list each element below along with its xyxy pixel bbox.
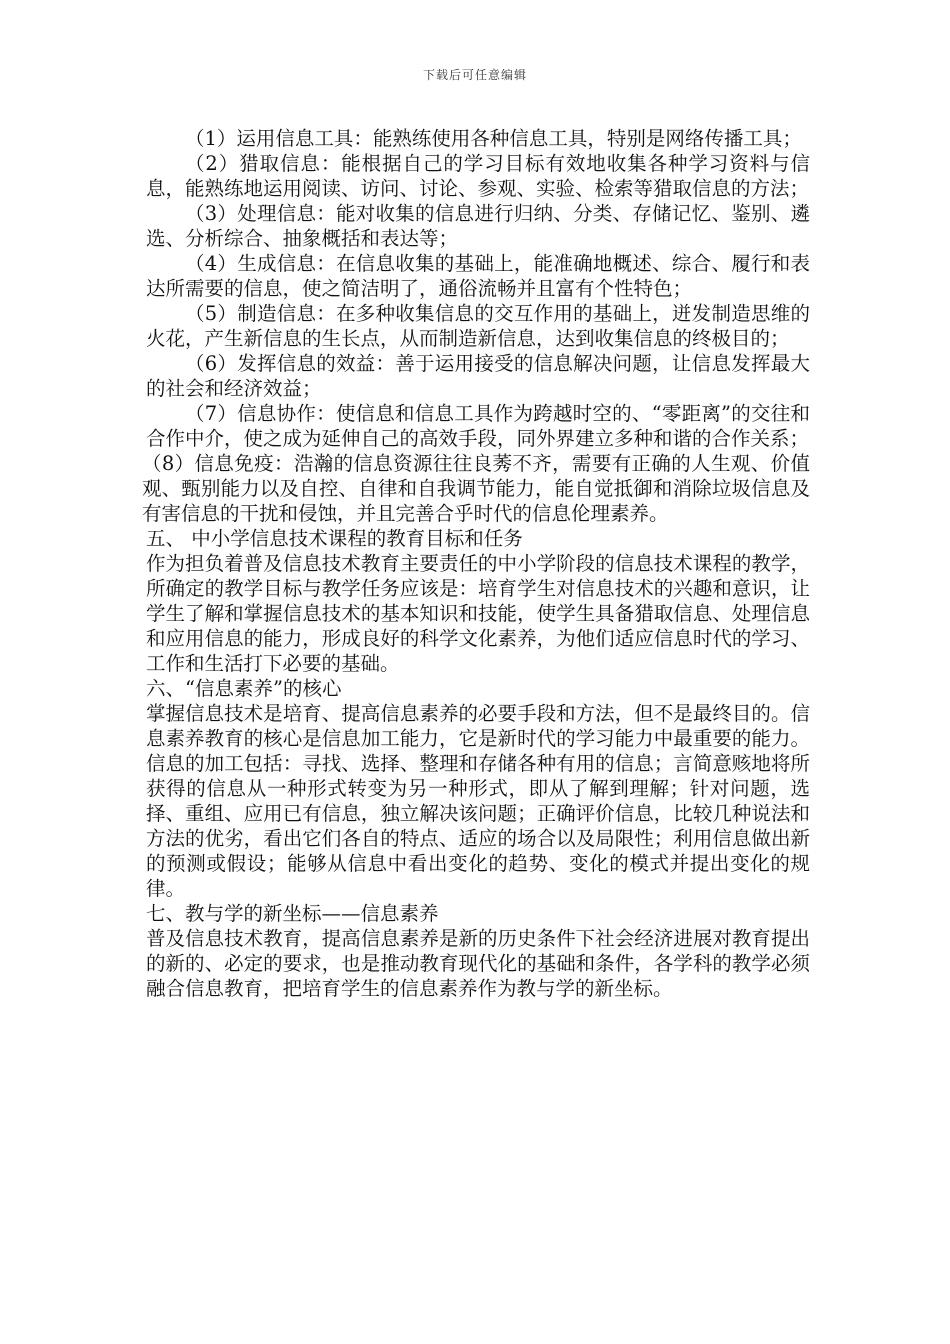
list-item-8: （8）信息免疫：浩瀚的信息资源往往良莠不齐，需要有正确的人生观、价值观、甄别能力以及自控、自律和自我调节能力，能自觉抵御和消除垃圾信息及有害信息的干扰和侵蚀，并且完善合乎时代的信息伦理素养。 [142, 452, 810, 525]
list-item-4: （4）生成信息：在信息收集的基础上，能准确地概述、综合、履行和表达所需要的信息，使之简洁明了，通俗流畅并且富有个性特色； [146, 252, 810, 300]
header-note: 下载后可任意编辑 [422, 68, 527, 82]
list-item-1: （1）运用信息工具：能熟练使用各种信息工具，特别是网络传播工具； [185, 127, 802, 150]
list-item-6: （6）发挥信息的效益：善于运用接受的信息解决问题，让信息发挥最大的社会和经济效益； [146, 352, 810, 400]
list-item-2: （2）猎取信息：能根据自己的学习目标有效地收集各种学习资料与信息，能熟练地运用阅读、访问、讨论、参观、实验、检索等猎取信息的方法； [146, 152, 810, 200]
document-body [142, 126, 810, 1001]
list-item-5: （5）制造信息：在多种收集信息的交互作用的基础上，迸发制造思维的火花，产生新信息的生长点，从而制造新信息，达到收集信息的终极目的； [146, 302, 810, 350]
section-5-heading: 五、 中小学信息技术课程的教育目标和任务 [146, 527, 523, 550]
section-6-body: 掌握信息技术是培育、提高信息素养的必要手段和方法，但不是最终目的。信息素养教育的核心是信息加工能力，它是新时代的学习能力中最重要的能力。信息的加工包括：寻找、选择、整理和存储各种有用的信息；言简意赅地将所获得的信息从一种形式转变为另一种形式，即从了解到理解；针对问题，选择、重组、应用已有信息，独立解决该问题；正确评价信息，比较几种说法和方法的优劣，看出它们各自的特点、适应的场合以及局限性；利用信息做出新的预测或假设；能够从信息中看出变化的趋势、变化的模式并提出变化的规律。 [146, 702, 810, 900]
section-5-body: 作为担负着普及信息技术教育主要责任的中小学阶段的信息技术课程的教学，所确定的教学目标与教学任务应该是：培育学生对信息技术的兴趣和意识，让学生了解和掌握信息技术的基本知识和技能，使学生具备猎取信息、处理信息和应用信息的能力，形成良好的科学文化素养，为他们适应信息时代的学习、工作和生活打下必要的基础。 [146, 552, 810, 675]
section-7-body: 普及信息技术教育，提高信息素养是新的历史条件下社会经济进展对教育提出的新的、必定的要求，也是推动教育现代化的基础和条件，各学科的教学必须融合信息教育，把培育学生的信息素养作为教与学的新坐标。 [146, 927, 810, 1000]
list-item-7: （7）信息协作：使信息和信息工具作为跨越时空的、“零距离”的交往和合作中介，使之成为延伸自己的高效手段，同外界建立多种和谐的合作关系； [146, 402, 810, 450]
section-6-heading: 六、“信息素养”的核心 [146, 677, 342, 700]
list-item-3: （3）处理信息：能对收集的信息进行归纳、分类、存储记忆、鉴别、遴选、分析综合、抽象概括和表达等； [146, 202, 810, 250]
section-7-heading: 七、教与学的新坐标——信息素养 [146, 902, 439, 925]
